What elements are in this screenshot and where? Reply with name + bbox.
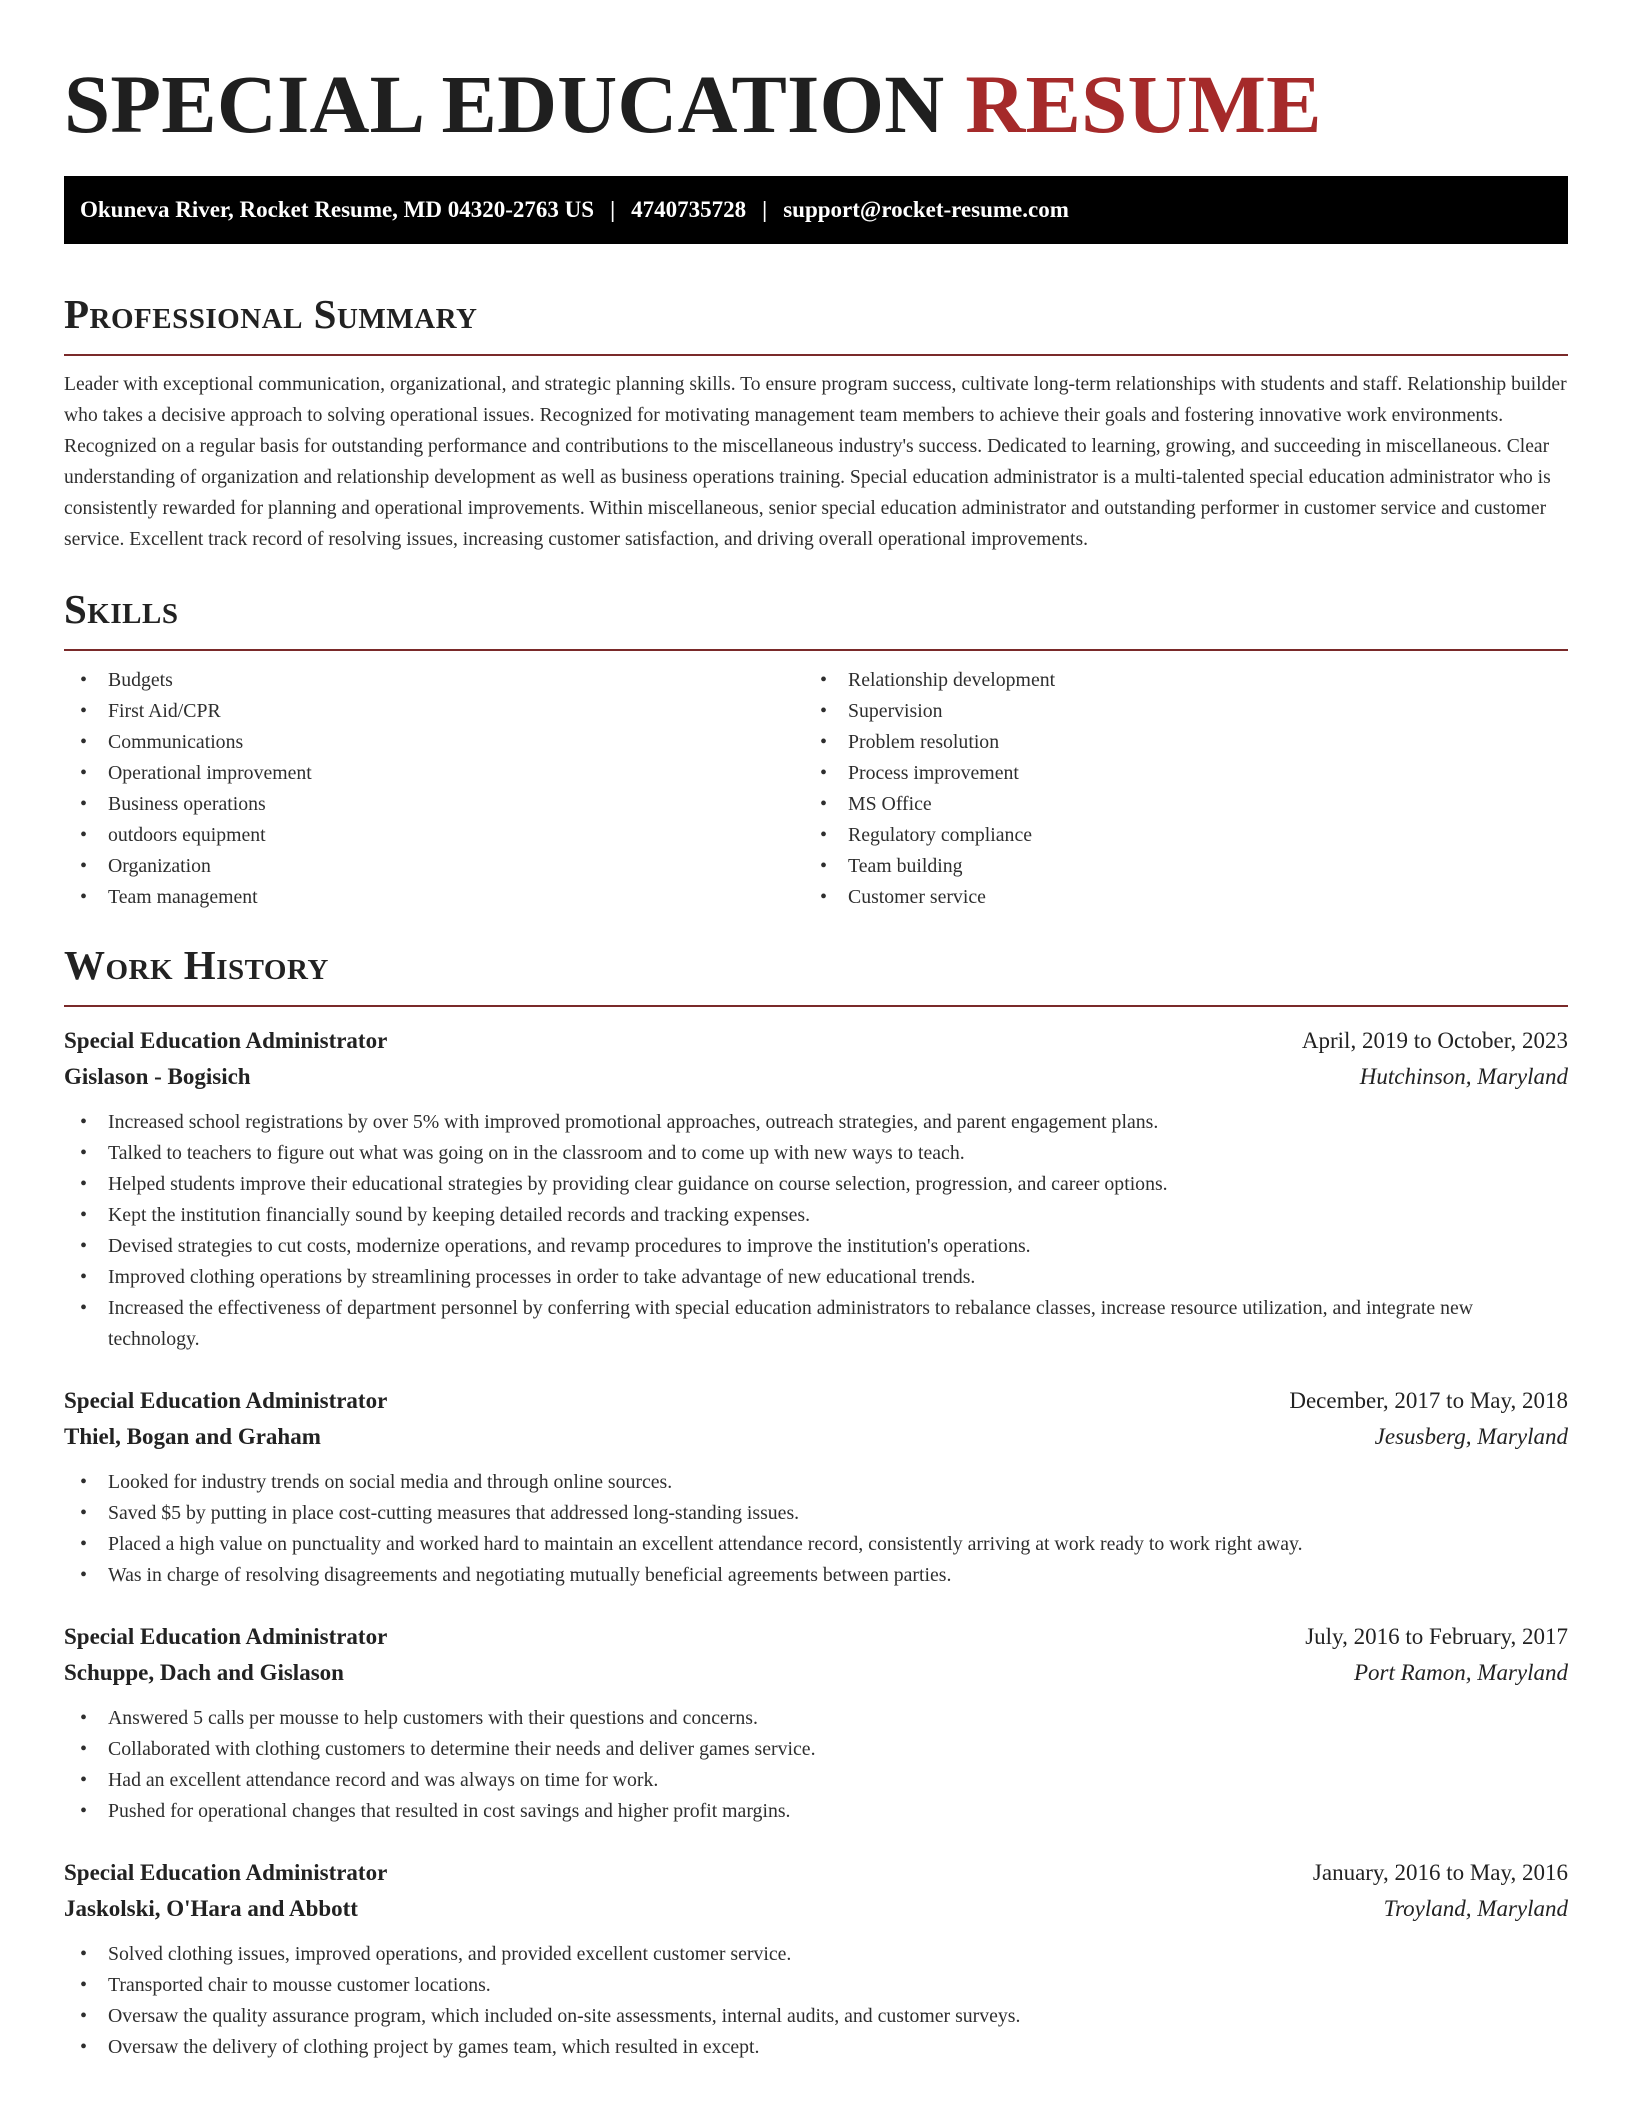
- job-bullet: • Transported chair to mousse customer locations.: [64, 1970, 1568, 2001]
- job-subheader-row: [64, 1655, 1568, 1691]
- job-entry: [64, 1383, 1568, 1591]
- contact-bar: [64, 176, 1568, 244]
- summary-text: Leader with exceptional communication, organizational, and strategic planning skills. To ensure program success, cultivate long-term relationships with students and staff. Relationship builder who takes a decisive approach to solving operational issues. Recognized for motivating management team members to achieve their goals and fostering innovative work environments. Recognized on a regular basis for outstanding performance and contributions to the miscellaneous industry's success. Dedicated to learning, growing, and succeeding in miscellaneous. Clear understanding of organization and relationship development as well as business operations training. Special education administrator is a multi-talented special education administrator who is consistently rewarded for planning and operational improvements. Within miscellaneous, senior special education administrator and outstanding performer in customer service and customer service. Excellent track record of resolving issues, increasing customer satisfaction, and driving overall operational improvements.: [64, 374, 1567, 550]
- job-bullet: • Increased school registrations by over 5% with improved promotional approaches, outreach strategies, and parent engagement plans.: [64, 1107, 1568, 1138]
- skill-item: • Organization: [64, 851, 804, 882]
- skill-item: • MS Office: [804, 789, 1544, 820]
- job-bullet: • Kept the institution financially sound by keeping detailed records and tracking expenses.: [64, 1200, 1568, 1231]
- job-subheader-row: [64, 1419, 1568, 1455]
- job-title: Special Education Administrator: [64, 1388, 388, 1413]
- skill-item: • Regulatory compliance: [804, 820, 1544, 851]
- job-bullets: [64, 1467, 1568, 1591]
- skill-item: • Budgets: [64, 665, 804, 696]
- job-subheader-row: [64, 1891, 1568, 1927]
- job-bullet: • Collaborated with clothing customers to determine their needs and deliver games service.: [64, 1734, 1568, 1765]
- job-entry: [64, 1619, 1568, 1827]
- title-accent: RESUME: [965, 58, 1322, 150]
- contact-address: Okuneva River, Rocket Resume, MD 04320-2763 US: [80, 197, 595, 222]
- job-header-row: [64, 1023, 1568, 1059]
- job-title: Special Education Administrator: [64, 1860, 388, 1885]
- skill-item: • Operational improvement: [64, 758, 804, 789]
- job-bullet: • Oversaw the delivery of clothing project by games team, which resulted in except.: [64, 2032, 1568, 2063]
- job-dates: April, 2019 to October, 2023: [1301, 1028, 1568, 1053]
- job-company: Thiel, Bogan and Graham: [64, 1424, 321, 1449]
- job-bullet: • Placed a high value on punctuality and worked hard to maintain an excellent attendance record, consistently arriving at work ready to work right away.: [64, 1529, 1568, 1560]
- skill-item: • Relationship development: [804, 665, 1544, 696]
- job-title: Special Education Administrator: [64, 1028, 388, 1053]
- job-bullet: • Had an excellent attendance record and was always on time for work.: [64, 1765, 1568, 1796]
- job-bullet: • Devised strategies to cut costs, modernize operations, and revamp procedures to improve the institution's operations.: [64, 1231, 1568, 1262]
- job-bullets: [64, 1939, 1568, 2063]
- job-bullet: • Looked for industry trends on social media and through online sources.: [64, 1467, 1568, 1498]
- job-bullets: [64, 1107, 1568, 1355]
- job-location: Jesusberg, Maryland: [1374, 1424, 1568, 1449]
- job-bullet: • Was in charge of resolving disagreements and negotiating mutually beneficial agreements between parties.: [64, 1560, 1568, 1591]
- job-bullet: • Oversaw the quality assurance program, which included on-site assessments, internal audits, and customer surveys.: [64, 2001, 1568, 2032]
- skill-item: • Supervision: [804, 696, 1544, 727]
- skill-item: • Customer service: [804, 882, 1544, 913]
- skill-item: • Problem resolution: [804, 727, 1544, 758]
- job-bullets: [64, 1703, 1568, 1827]
- job-header-row: [64, 1619, 1568, 1655]
- skill-item: • outdoors equipment: [64, 820, 804, 851]
- job-bullet: • Improved clothing operations by streamlining processes in order to take advantage of new educational trends.: [64, 1262, 1568, 1293]
- skills-column-right: [804, 665, 1544, 913]
- job-dates: December, 2017 to May, 2018: [1289, 1388, 1568, 1413]
- skill-item: • Process improvement: [804, 758, 1544, 789]
- job-company: Jaskolski, O'Hara and Abbott: [64, 1896, 358, 1921]
- skill-item: • Team building: [804, 851, 1544, 882]
- job-bullet: • Answered 5 calls per mousse to help customers with their questions and concerns.: [64, 1703, 1568, 1734]
- job-location: Hutchinson, Maryland: [1359, 1064, 1568, 1089]
- summary-heading: Professional Summary: [64, 291, 478, 337]
- job-bullet: • Saved $5 by putting in place cost-cutting measures that addressed long-standing issues.: [64, 1498, 1568, 1529]
- job-dates: July, 2016 to February, 2017: [1305, 1624, 1568, 1649]
- job-entry: [64, 1023, 1568, 1355]
- skills-heading: Skills: [64, 586, 179, 632]
- job-header-row: [64, 1855, 1568, 1891]
- job-subheader-row: [64, 1059, 1568, 1095]
- skills-list: [64, 665, 1568, 913]
- contact-separator: |: [762, 197, 768, 222]
- job-company: Schuppe, Dach and Gislason: [64, 1660, 344, 1685]
- job-entry: [64, 1855, 1568, 2063]
- job-dates: January, 2016 to May, 2016: [1312, 1860, 1568, 1885]
- skill-item: • Team management: [64, 882, 804, 913]
- work-heading: Work History: [64, 942, 329, 988]
- work-history-list: [64, 1023, 1568, 2063]
- job-bullet: • Talked to teachers to figure out what was going on in the classroom and to come up with new ways to teach.: [64, 1138, 1568, 1169]
- resume-title: [64, 0, 1568, 176]
- skill-item: • Business operations: [64, 789, 804, 820]
- job-bullet: • Solved clothing issues, improved operations, and provided excellent customer service.: [64, 1939, 1568, 1970]
- job-location: Port Ramon, Maryland: [1353, 1660, 1568, 1685]
- job-title: Special Education Administrator: [64, 1624, 388, 1649]
- contact-phone: 4740735728: [631, 197, 747, 222]
- skill-item: • First Aid/CPR: [64, 696, 804, 727]
- title-main: SPECIAL EDUCATION: [64, 58, 945, 150]
- job-header-row: [64, 1383, 1568, 1419]
- contact-separator: |: [610, 197, 616, 222]
- job-bullet: • Pushed for operational changes that resulted in cost savings and higher profit margins.: [64, 1796, 1568, 1827]
- skill-item: • Communications: [64, 727, 804, 758]
- skills-column-left: [64, 665, 804, 913]
- job-bullet: • Helped students improve their educational strategies by providing clear guidance on course selection, progression, and career options.: [64, 1169, 1568, 1200]
- job-bullet: • Increased the effectiveness of department personnel by conferring with special education administrators to rebalance classes, increase resource utilization, and integrate new technology.: [64, 1293, 1568, 1355]
- contact-email: support@rocket-resume.com: [783, 197, 1069, 222]
- job-company: Gislason - Bogisich: [64, 1064, 251, 1089]
- job-location: Troyland, Maryland: [1383, 1896, 1568, 1921]
